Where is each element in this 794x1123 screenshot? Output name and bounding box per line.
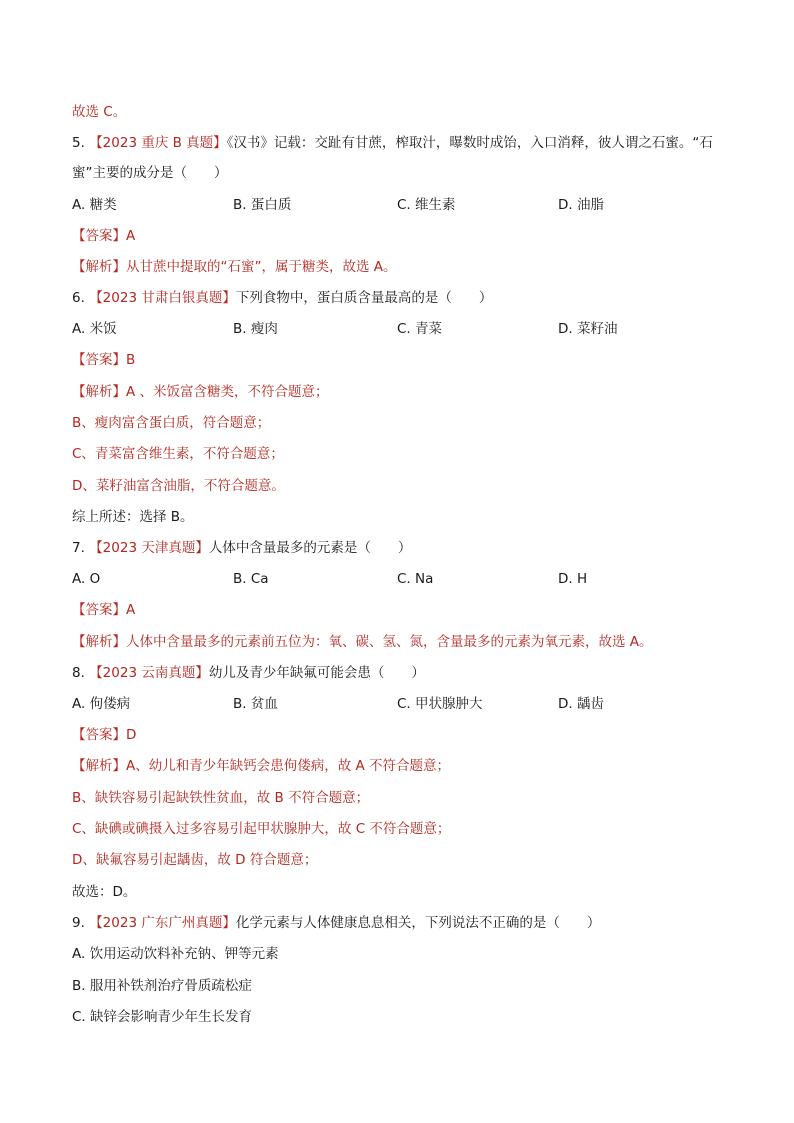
q9-option-a: A. 饮用运动饮料补充钠、钾等元素 — [72, 946, 279, 962]
q5-number: 5. — [72, 135, 85, 151]
q5-source-tag: 【2023 重庆 B 真题】 — [89, 135, 227, 151]
q7-option-a: A. O — [72, 571, 101, 587]
q8-stem-text: 幼儿及青少年缺氟可能会患（ ） — [208, 665, 425, 681]
q8-option-d: D. 龋齿 — [558, 696, 604, 712]
q6-analysis-label: 【解析】 — [72, 384, 126, 400]
q9-number: 9. — [72, 915, 85, 931]
q6-stem-text: 下列食物中，蛋白质含量最高的是（ ） — [235, 290, 493, 306]
q6-summary: 综上所述：选择 B。 — [72, 509, 194, 525]
q5-stem-text1: 《汉书》记载：交趾有甘蔗，榨取汁，曝数时成饴，入口消释，彼人谓之石蜜。“石 — [226, 135, 713, 151]
q7-option-d: D. H — [558, 571, 588, 587]
q9-option-b: B. 服用补铁剂治疗骨质疏松症 — [72, 978, 252, 994]
q6-option-d: D. 菜籽油 — [558, 321, 618, 337]
q5-options — [72, 196, 732, 214]
q8-option-a: A. 佝偻病 — [72, 696, 131, 712]
q8-option-b: B. 贫血 — [233, 696, 278, 712]
q7-analysis — [72, 633, 653, 651]
q5-option-b: B. 蛋白质 — [233, 197, 292, 213]
q5-option-a: A. 糖类 — [72, 197, 117, 213]
q5-stem-line1 — [72, 134, 713, 152]
q8-answer-label: 【答案】 — [72, 727, 126, 743]
q9-stem-text: 化学元素与人体健康息息相关，下列说法不正确的是（ ） — [235, 915, 601, 931]
q6-answer-value: B — [126, 352, 136, 368]
q8-option-c: C. 甲状腺肿大 — [397, 696, 483, 712]
q5-answer-label: 【答案】 — [72, 228, 126, 244]
q7-answer-value: A — [126, 602, 136, 618]
q6-answer — [72, 351, 135, 369]
q6-analysis-d: D、菜籽油富含油脂，不符合题意。 — [72, 478, 285, 494]
q9-option-c: C. 缺锌会影响青少年生长发育 — [72, 1009, 253, 1025]
q6-stem — [72, 289, 492, 307]
q5-option-c: C. 维生素 — [397, 197, 456, 213]
q6-options — [72, 320, 732, 338]
q7-options — [72, 570, 732, 588]
q8-analysis-a — [72, 757, 450, 775]
q6-option-c: C. 青菜 — [397, 321, 443, 337]
q5-answer — [72, 227, 135, 245]
q8-analysis-c: C、缺碘或碘摄入过多容易引起甲状腺肿大，故 C 不符合题意； — [72, 821, 451, 837]
q7-stem — [72, 539, 411, 557]
q5-analysis-text: 从甘蔗中提取的“石蜜”，属于糖类，故选 A。 — [126, 259, 397, 275]
q7-source-tag: 【2023 天津真题】 — [89, 540, 209, 556]
q8-source-tag: 【2023 云南真题】 — [89, 665, 209, 681]
q8-number: 8. — [72, 665, 85, 681]
q8-answer-value: D — [126, 727, 137, 743]
q9-stem — [72, 914, 600, 932]
q5-stem-line2: 蜜”主要的成分是（ ） — [72, 165, 228, 181]
q6-option-a: A. 米饭 — [72, 321, 117, 337]
q7-option-c: C. Na — [397, 571, 434, 587]
q6-source-tag: 【2023 甘肃白银真题】 — [89, 290, 236, 306]
q7-answer-label: 【答案】 — [72, 602, 126, 618]
q9-source-tag: 【2023 广东广州真题】 — [89, 915, 236, 931]
q7-analysis-text: 人体中含量最多的元素前五位为：氧、碳、氢、氮，含量最多的元素为氧元素，故选 A。 — [126, 634, 653, 650]
q8-analysis-b: B、缺铁容易引起缺铁性贫血，故 B 不符合题意； — [72, 790, 370, 806]
q6-analysis-a — [72, 383, 329, 401]
q7-answer — [72, 601, 135, 619]
q6-number: 6. — [72, 290, 85, 306]
q8-answer — [72, 726, 136, 744]
q6-answer-label: 【答案】 — [72, 352, 126, 368]
q8-stem — [72, 664, 425, 682]
q7-number: 7. — [72, 540, 85, 556]
q8-analysis-a-text: A、幼儿和青少年缺钙会患佝偻病，故 A 不符合题意； — [126, 758, 451, 774]
q6-option-b: B. 瘦肉 — [233, 321, 278, 337]
q6-analysis-c: C、青菜富含维生素，不符合题意； — [72, 446, 284, 462]
q6-analysis-a-text: A 、米饭富含糖类，不符合题意； — [126, 384, 329, 400]
q5-analysis — [72, 258, 397, 276]
q5-analysis-label: 【解析】 — [72, 259, 126, 275]
q7-option-b: B. Ca — [233, 571, 269, 587]
q7-stem-text: 人体中含量最多的元素是（ ） — [208, 540, 412, 556]
prev-conclusion: 故选 C。 — [72, 104, 127, 120]
q8-options — [72, 695, 732, 713]
q7-analysis-label: 【解析】 — [72, 634, 126, 650]
q8-analysis-label: 【解析】 — [72, 758, 126, 774]
q5-answer-value: A — [126, 228, 136, 244]
q8-analysis-d: D、缺氟容易引起龋齿，故 D 符合题意； — [72, 852, 318, 868]
q8-summary: 故选：D。 — [72, 884, 137, 900]
q5-option-d: D. 油脂 — [558, 197, 604, 213]
q6-analysis-b: B、瘦肉富含蛋白质，符合题意； — [72, 415, 271, 431]
